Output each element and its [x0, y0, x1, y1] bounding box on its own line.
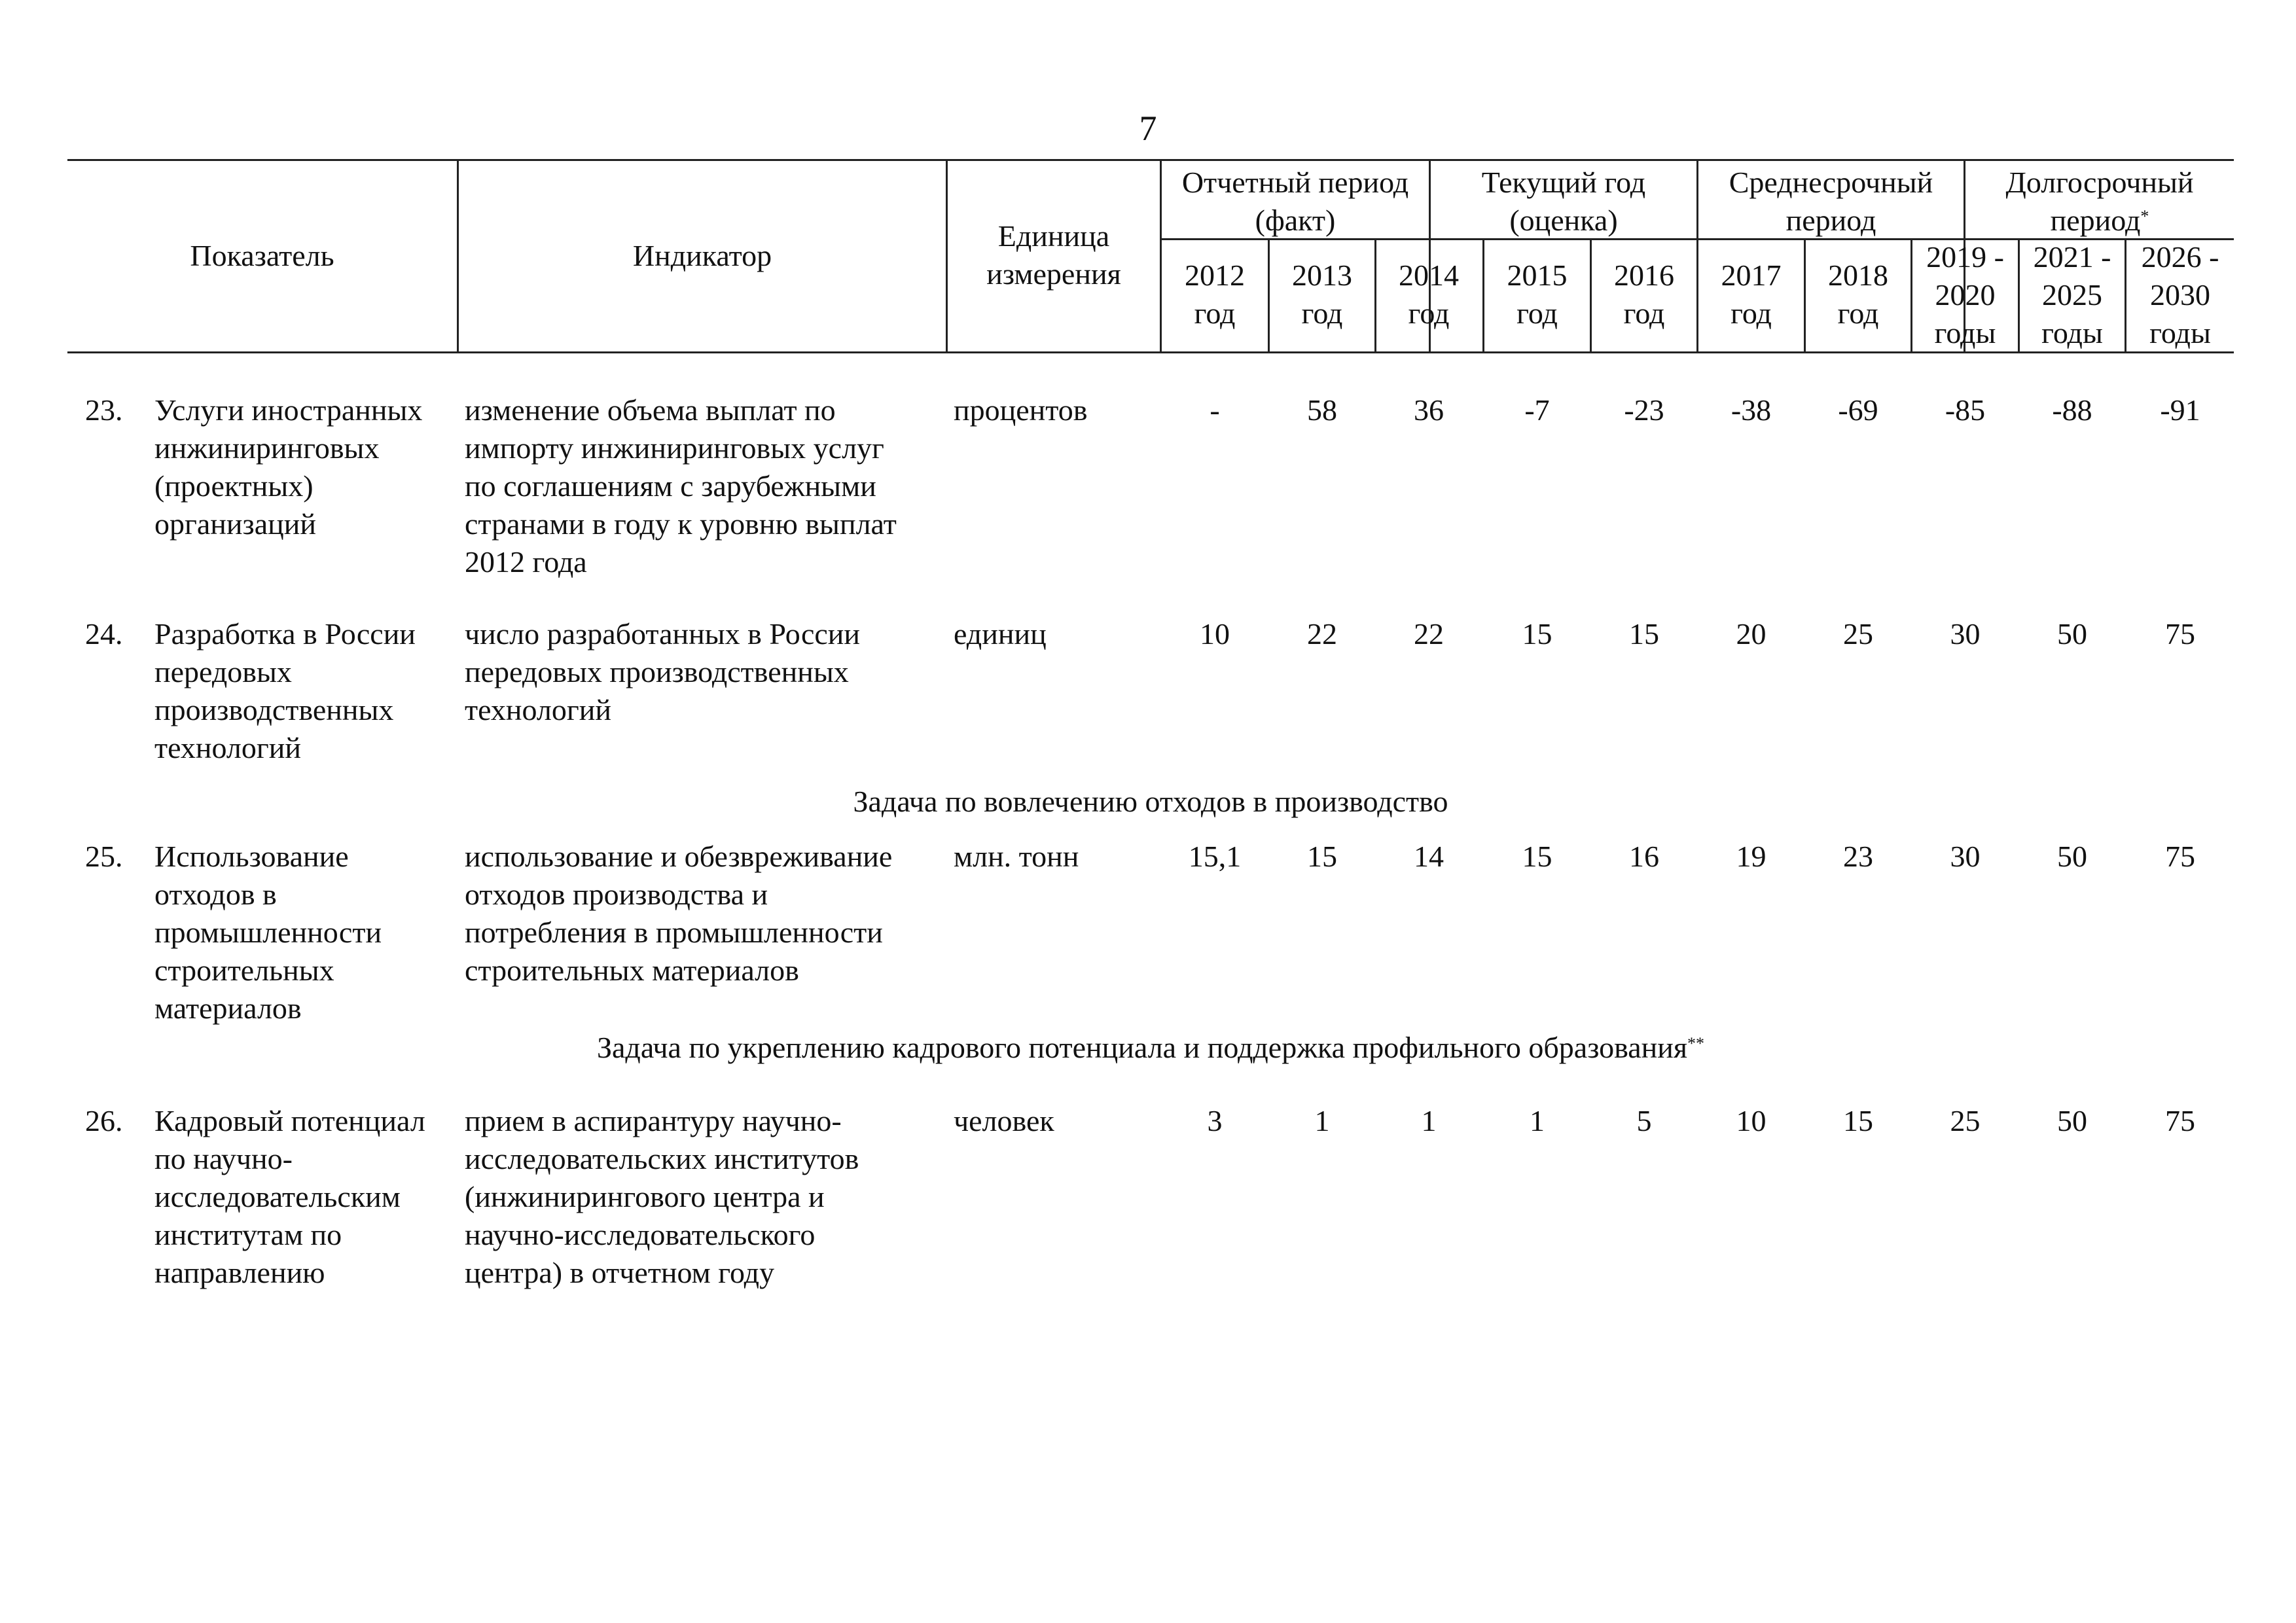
row-24-value: 20: [1736, 617, 1767, 651]
year-header-2015: 2015 год: [1507, 259, 1568, 330]
row-23-value: -85: [1945, 393, 1986, 427]
row-24-number: 24.: [85, 617, 123, 651]
row-26-value: 75: [2165, 1104, 2195, 1137]
row-26-value: 5: [1636, 1104, 1652, 1137]
row-26-value: 10: [1736, 1104, 1767, 1137]
row-26-number: 26.: [85, 1104, 123, 1137]
row-25-value: 23: [1843, 840, 1873, 873]
row-23-number: 23.: [85, 393, 123, 427]
header-unit: Единица измерения: [986, 219, 1121, 291]
year-header-2019-2020: 2019 - 2020 годы: [1926, 240, 2004, 349]
row-23-value: -69: [1838, 393, 1878, 427]
row-26-value: 1: [1421, 1104, 1437, 1137]
row-25-value: 15: [1522, 840, 1552, 873]
row-24-value: 15: [1522, 617, 1552, 651]
year-header-2012: 2012 год: [1185, 259, 1245, 330]
header-indikator: Индикатор: [632, 239, 772, 272]
row-25-value: 50: [2057, 840, 2087, 873]
row-25-value: 75: [2165, 840, 2195, 873]
row-25-name: Использование отходов в промышленности строительных материалов: [154, 840, 382, 1025]
row-25-unit: млн. тонн: [954, 840, 1079, 873]
year-header-2021-2025: 2021 - 2025 годы: [2033, 240, 2111, 349]
header-group-mid: Среднесрочный период: [1729, 166, 1933, 237]
row-23-value: 36: [1414, 393, 1444, 427]
table-top-rule: [67, 159, 2234, 161]
page-number: 7: [1139, 109, 1157, 148]
row-23-value: -23: [1624, 393, 1664, 427]
row-25-indicator: использование и обезвреживание отходов производства и потребления в промышленности строительных материалов: [465, 840, 893, 987]
year-header-2014: 2014 год: [1399, 259, 1459, 330]
row-23-unit: процентов: [954, 393, 1088, 427]
section-heading-waste: Задача по вовлечению отходов в производство: [853, 785, 1448, 818]
section-heading-staff-label: Задача по укреплению кадрового потенциала и поддержка профильного образования: [596, 1031, 1688, 1064]
row-26-unit: человек: [954, 1104, 1054, 1137]
row-26-value: 15: [1843, 1104, 1873, 1137]
row-24-name: Разработка в России передовых производственных технологий: [154, 617, 416, 764]
row-24-value: 25: [1843, 617, 1873, 651]
row-26-value: 50: [2057, 1104, 2087, 1137]
row-24-value: 22: [1307, 617, 1337, 651]
row-24-unit: единиц: [954, 617, 1047, 651]
year-header-2018: 2018 год: [1828, 259, 1888, 330]
section-heading-staff: [67, 1029, 2234, 1067]
row-26-indicator: прием в аспирантуру научно- исследовательских институтов (инжинирингового центра и научно-исследовательского центра) в отчетном году: [465, 1104, 859, 1289]
row-25-value: 15: [1307, 840, 1337, 873]
year-header-2026-2030: 2026 - 2030 годы: [2141, 240, 2219, 349]
row-23-value: -38: [1731, 393, 1772, 427]
row-24-value: 15: [1629, 617, 1659, 651]
header-group-report: Отчетный период (факт): [1181, 166, 1409, 237]
row-23-value: -88: [2052, 393, 2092, 427]
row-25-number: 25.: [85, 840, 123, 873]
row-26-value: 1: [1314, 1104, 1330, 1137]
row-25-value: 14: [1414, 840, 1444, 873]
row-24-value: 22: [1414, 617, 1444, 651]
row-26-value: 25: [1950, 1104, 1981, 1137]
row-23-value: -: [1210, 393, 1220, 427]
header-group-long-label: Долгосрочный период: [2005, 166, 2194, 237]
year-header-2017: 2017 год: [1721, 259, 1782, 330]
row-23-indicator: изменение объема выплат по импорту инжиниринговых услуг по соглашениям с зарубежными странами в году к уровню выплат 2012 года: [465, 393, 897, 579]
row-25-value: 15,1: [1188, 840, 1242, 873]
year-header-2013: 2013 год: [1292, 259, 1352, 330]
row-23-value: -91: [2160, 393, 2200, 427]
row-25-value: 16: [1629, 840, 1659, 873]
row-26-value: 3: [1207, 1104, 1223, 1137]
long-period-footnote-mark: *: [2140, 207, 2149, 226]
row-23-value: -7: [1524, 393, 1550, 427]
row-24-value: 30: [1950, 617, 1981, 651]
header-pokazatel: Показатель: [190, 239, 334, 272]
staff-footnote-mark: **: [1687, 1034, 1705, 1053]
row-25-value: 30: [1950, 840, 1981, 873]
row-23-name: Услуги иностранных инжиниринговых (проектных) организаций: [154, 393, 423, 541]
row-23-value: 58: [1307, 393, 1337, 427]
row-24-indicator: число разработанных в России передовых производственных технологий: [465, 617, 861, 726]
row-26-value: 1: [1530, 1104, 1545, 1137]
header-group-long: [1965, 164, 2234, 240]
header-group-current: Текущий год (оценка): [1481, 166, 1646, 237]
year-header-2016: 2016 год: [1614, 259, 1674, 330]
row-26-name: Кадровый потенциал по научно- исследовательским институтам по направлению: [154, 1104, 425, 1289]
row-24-value: 50: [2057, 617, 2087, 651]
header-bottom-rule: [67, 351, 2234, 353]
row-24-value: 10: [1200, 617, 1230, 651]
row-25-value: 19: [1736, 840, 1767, 873]
row-24-value: 75: [2165, 617, 2195, 651]
